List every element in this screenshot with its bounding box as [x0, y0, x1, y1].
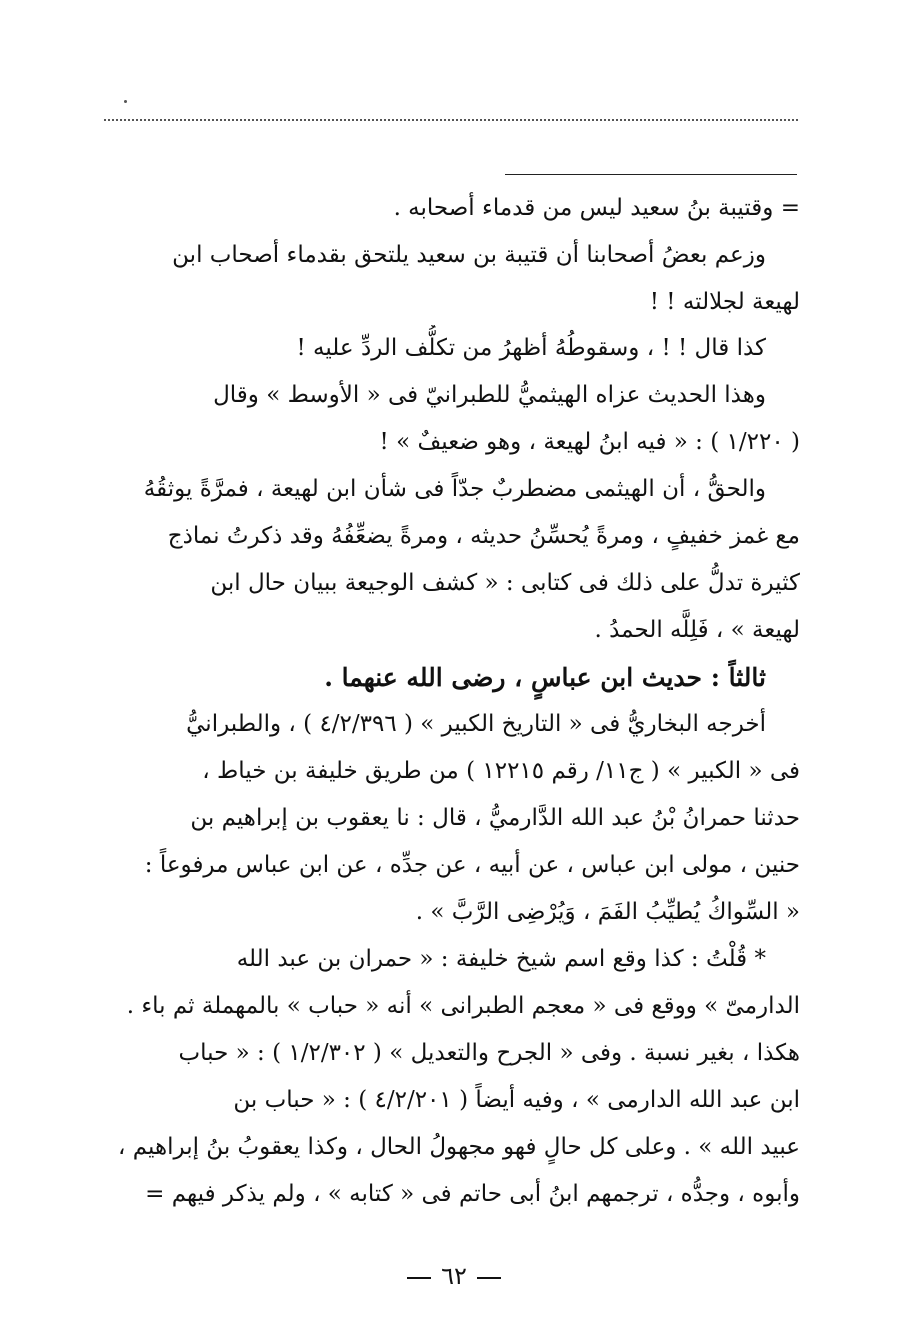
body-line: وهذا الحديث عزاه الهيثميُّ للطبرانيّ فى « الأوسط » وقال: [213, 382, 766, 408]
body-line: أخرجه البخاريُّ فى « التاريخ الكبير » ( ٤/٢/٣٩٦ ) ، والطبرانيُّ: [186, 711, 766, 737]
body-line: مع غمز خفيفٍ ، ومرةً يُحسِّنُ حديثه ، ومرةً يضعِّفُهُ وقد ذكرتُ نماذج: [167, 523, 800, 549]
section-heading: ثالثاً : حديث ابن عباسٍ ، رضى الله عنهما .: [324, 663, 766, 692]
body-line: كثيرة تدلُّ على ذلك فى كتابى : « كشف الوجيعة ببيان حال ابن: [210, 570, 800, 596]
body-line: حدثنا حمرانُ بْنُ عبد الله الدَّارميُّ ، قال : نا يعقوب بن إبراهيم بن: [190, 805, 800, 831]
hadith-quote-line: « السِّواكُ يُطيِّبُ الفَمَ ، وَيُرْضِى الرَّبَّ » .: [415, 899, 800, 925]
commentary-line: ابن عبد الله الدارمى » ، وفيه أيضاً ( ٤/٢/٢٠١ ) : « حباب بن: [233, 1087, 800, 1113]
commentary-line: الدارمىّ » ووقع فى « معجم الطبرانى » أنه « حباب » بالمهملة ثم باء .: [126, 993, 800, 1019]
body-line: والحقُّ ، أن الهيثمى مضطربٌ جدّاً فى شأن ابن لهيعة ، فمرَّةً يوثقُهُ: [143, 476, 766, 502]
commentary-line: * قُلْتُ : كذا وقع اسم شيخ خليفة : « حمران بن عبد الله: [236, 946, 766, 972]
footnote-separator-rule: [505, 174, 797, 175]
body-line: ( ١/٢٢٠ ) : « فيه ابنُ لهيعة ، وهو ضعيفٌ » !: [379, 429, 800, 455]
body-line: لهيعة » ، فَلِلَّه الحمدُ .: [594, 617, 800, 643]
body-line: كذا قال ! ! ، وسقوطُهُ أظهرُ من تكلُّف الردِّ عليه !: [296, 335, 766, 361]
page-number-dash: [407, 1277, 431, 1279]
footnote-continuation: [100, 185, 800, 326]
page-number: ٦٢: [441, 1262, 467, 1290]
commentary-line: وأبوه ، وجدُّه ، ترجمهم ابنُ أبى حاتم فى « كتابه » ، ولم يذكر فيهم =: [145, 1181, 800, 1207]
commentary-line: عبيد الله » . وعلى كل حالٍ فهو مجهولُ الحال ، وكذا يعقوبُ بنُ إبراهيم ،: [118, 1134, 800, 1160]
main-body-text: [100, 325, 800, 1218]
body-line: فى « الكبير » ( ج١١/ رقم ١٢٢١٥ ) من طريق خليفة بن خياط ،: [202, 758, 800, 784]
footnote-line: وزعم بعضُ أصحابنا أن قتيبة بن سعيد يلتحق بقدماء أصحاب ابن: [172, 242, 766, 268]
body-line: حنين ، مولى ابن عباس ، عن أبيه ، عن جدِّه ، عن ابن عباس مرفوعاً :: [144, 852, 800, 878]
footnote-line: لهيعة لجلالته ! !: [649, 289, 800, 315]
header-dotted-rule: [104, 119, 798, 121]
stray-dot-mark: [124, 100, 127, 103]
commentary-line: هكذا ، بغير نسبة . وفى « الجرح والتعديل » ( ١/٢/٣٠٢ ) : « حباب: [178, 1040, 800, 1066]
page-number-footer: [0, 1262, 908, 1290]
footnote-line: = وقتيبة بنُ سعيد ليس من قدماء أصحابه .: [393, 195, 800, 221]
page-number-dash: [477, 1277, 501, 1279]
